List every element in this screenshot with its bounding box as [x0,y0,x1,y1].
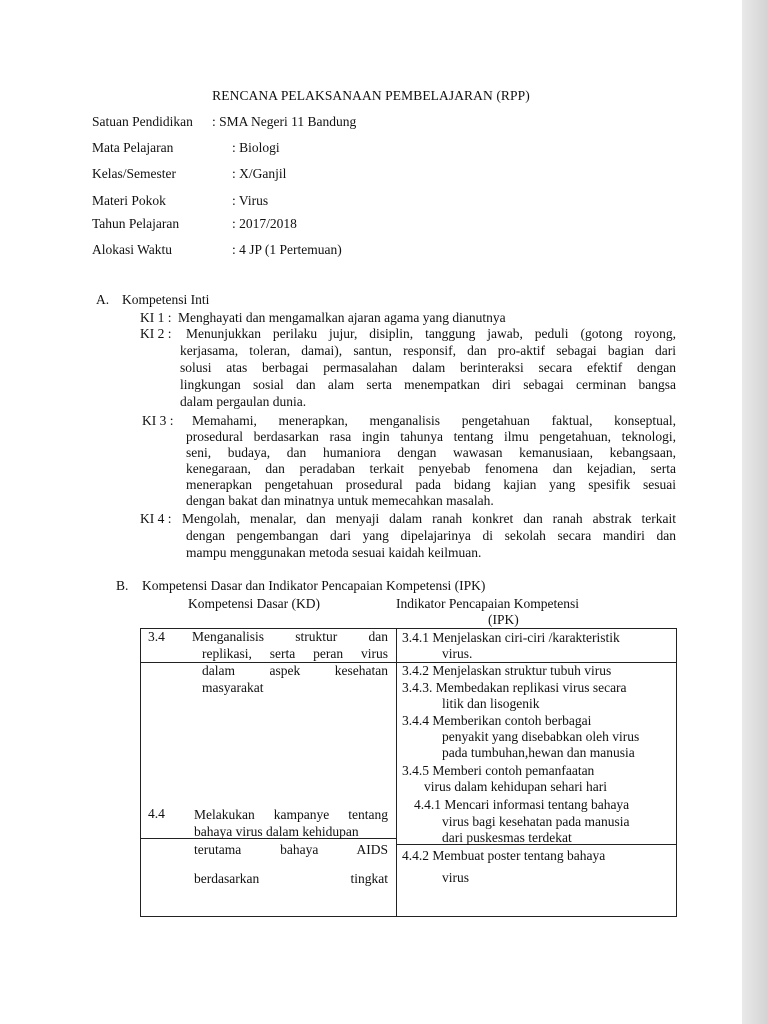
ipk-item: 3.4.1 Menjelaskan ciri-ciri /karakteristik [402,630,620,645]
ipk-item: virus dalam kehidupan sehari hari [424,779,607,794]
section-a-heading [96,292,209,308]
kd-text-line: berdasarkan tingkat [194,871,388,886]
section-title: Kompetensi Dasar dan Indikator Pencapaian Kompetensi (IPK) [142,578,486,593]
kd-text-line: replikasi, serta peran virus [202,646,388,661]
ki-text-line: kerjasama, toleran, damai), santun, responsif, dan pro-aktif sebagai bagian dari [180,343,676,358]
ipk-item: 3.4.2 Menjelaskan struktur tubuh virus [402,663,612,678]
ki-label: KI 4 : [140,511,172,526]
identity-value: : SMA Negeri 11 Bandung [212,114,357,129]
kd-text-line: Melakukan kampanye tentang [194,807,388,822]
table-border-right [676,628,677,917]
ki-3 [140,413,676,513]
identity-value: : 2017/2018 [232,216,297,231]
section-letter: A. [96,292,110,307]
identity-value: : X/Ganjil [232,166,287,181]
page-edge-shadow [742,0,768,1024]
ki-text-line: lingkungan sosial dan alam serta menempatkan diri sebagai cerminan bangsa [180,377,676,392]
ki-2 [140,326,676,410]
ipk-item: 4.4.1 Mencari informasi tentang bahaya [414,797,630,812]
ki-text-line: prosedural berdasarkan rasa ingin tahunya tentang ilmu pengetahuan, teknologi, [186,429,676,444]
ki-label: KI 1 : [140,310,172,325]
identity-label: Alokasi Waktu [92,242,173,257]
ipk-item: virus [442,870,469,885]
document-title: RENCANA PELAKSANAAN PEMBELAJARAN (RPP) [212,88,530,103]
identity-label: Mata Pelajaran [92,140,174,155]
identity-value: : Biologi [232,140,280,155]
kd-text-line: Menganalisis struktur dan [192,629,388,644]
ki-text-line: menerapkan pengetahuan prosedural pada bidang kajian yang spesifik sesuai [186,477,676,492]
section-title: Kompetensi Inti [122,292,210,307]
section-letter: B. [116,578,129,593]
ki-label: KI 2 : [140,326,172,341]
ki-4 [140,511,676,563]
ki-text-line: dengan bakat dan minatnya untuk memecahkan masalah. [186,493,494,508]
kd-text-line: dalam aspek kesehatan [202,663,388,678]
ki-text-line: solusi atas berbagai permasalahan dalam berinteraksi secara efektif dengan [180,360,676,375]
identity-label: Satuan Pendidikan [92,114,193,129]
ki-text-line: kenegaraan, dan peradaban terkait penyebab fenomena dan kejadian, serta [186,461,676,476]
identity-label: Kelas/Semester [92,166,176,181]
ipk-item: 3.4.5 Memberi contoh pemanfaatan [402,763,595,778]
ipk-item: virus. [442,646,473,661]
ipk-item: penyakit yang disebabkan oleh virus [442,729,640,744]
identity-label: Tahun Pelajaran [92,216,180,231]
ki-text-line: dalam pergaulan dunia. [180,394,307,409]
kd-text-line: masyarakat [202,680,264,695]
column-header-ipk: Indikator Pencapaian Kompetensi [396,596,579,611]
ipk-item: virus bagi kesehatan pada manusia [442,814,630,829]
ki-text-line: dengan pengembangan dari yang dipelajarinya di sekolah secara mandiri dan [186,528,676,543]
ki-label: KI 3 : [142,413,174,428]
identity-value: : 4 JP (1 Pertemuan) [232,242,342,257]
identity-label: Materi Pokok [92,193,166,208]
ipk-item: pada tumbuhan,hewan dan manusia [442,745,635,760]
table-border-bottom [140,916,676,917]
ipk-item: dari puskesmas terdekat [442,830,572,845]
kd-number: 4.4 [148,806,165,821]
ki-text-line: mampu menggunakan metoda sesuai kaidah keilmuan. [186,545,482,560]
kd-text-line: bahaya virus dalam kehidupan [194,824,359,839]
identity-value: : Virus [232,193,269,208]
ki-text: Menghayati dan mengamalkan ajaran agama yang dianutnya [178,310,506,325]
ki-text-line: seni, budaya, dan humaniora dengan wawasan kemanusiaan, kebangsaan, [186,445,676,460]
ipk-item: 3.4.4 Memberikan contoh berbagai [402,713,592,728]
ipk-item: 3.4.3. Membedakan replikasi virus secara [402,680,627,695]
ipk-item: litik dan lisogenik [442,696,540,711]
column-header-ipk-abbrev: (IPK) [488,612,519,627]
ki-text-line: Memahami, menerapkan, menganalisis pengetahuan faktual, konseptual, [192,413,676,428]
table-border-left [140,628,141,917]
kd-ipk-table [140,628,676,916]
ki-text-line: Mengolah, menalar, dan menyaji dalam ranah konkret dan ranah abstrak terkait [182,511,676,526]
kd-number: 3.4 [148,629,165,644]
column-header-kd: Kompetensi Dasar (KD) [188,596,320,611]
table-column-divider [396,628,397,917]
kd-text-line: terutama bahaya AIDS [194,842,388,857]
section-b-heading [116,578,485,594]
ki-text-line: Menunjukkan perilaku jujur, disiplin, tanggung jawab, peduli (gotong royong, [186,326,676,341]
ipk-item: 4.4.2 Membuat poster tentang bahaya [402,848,606,863]
